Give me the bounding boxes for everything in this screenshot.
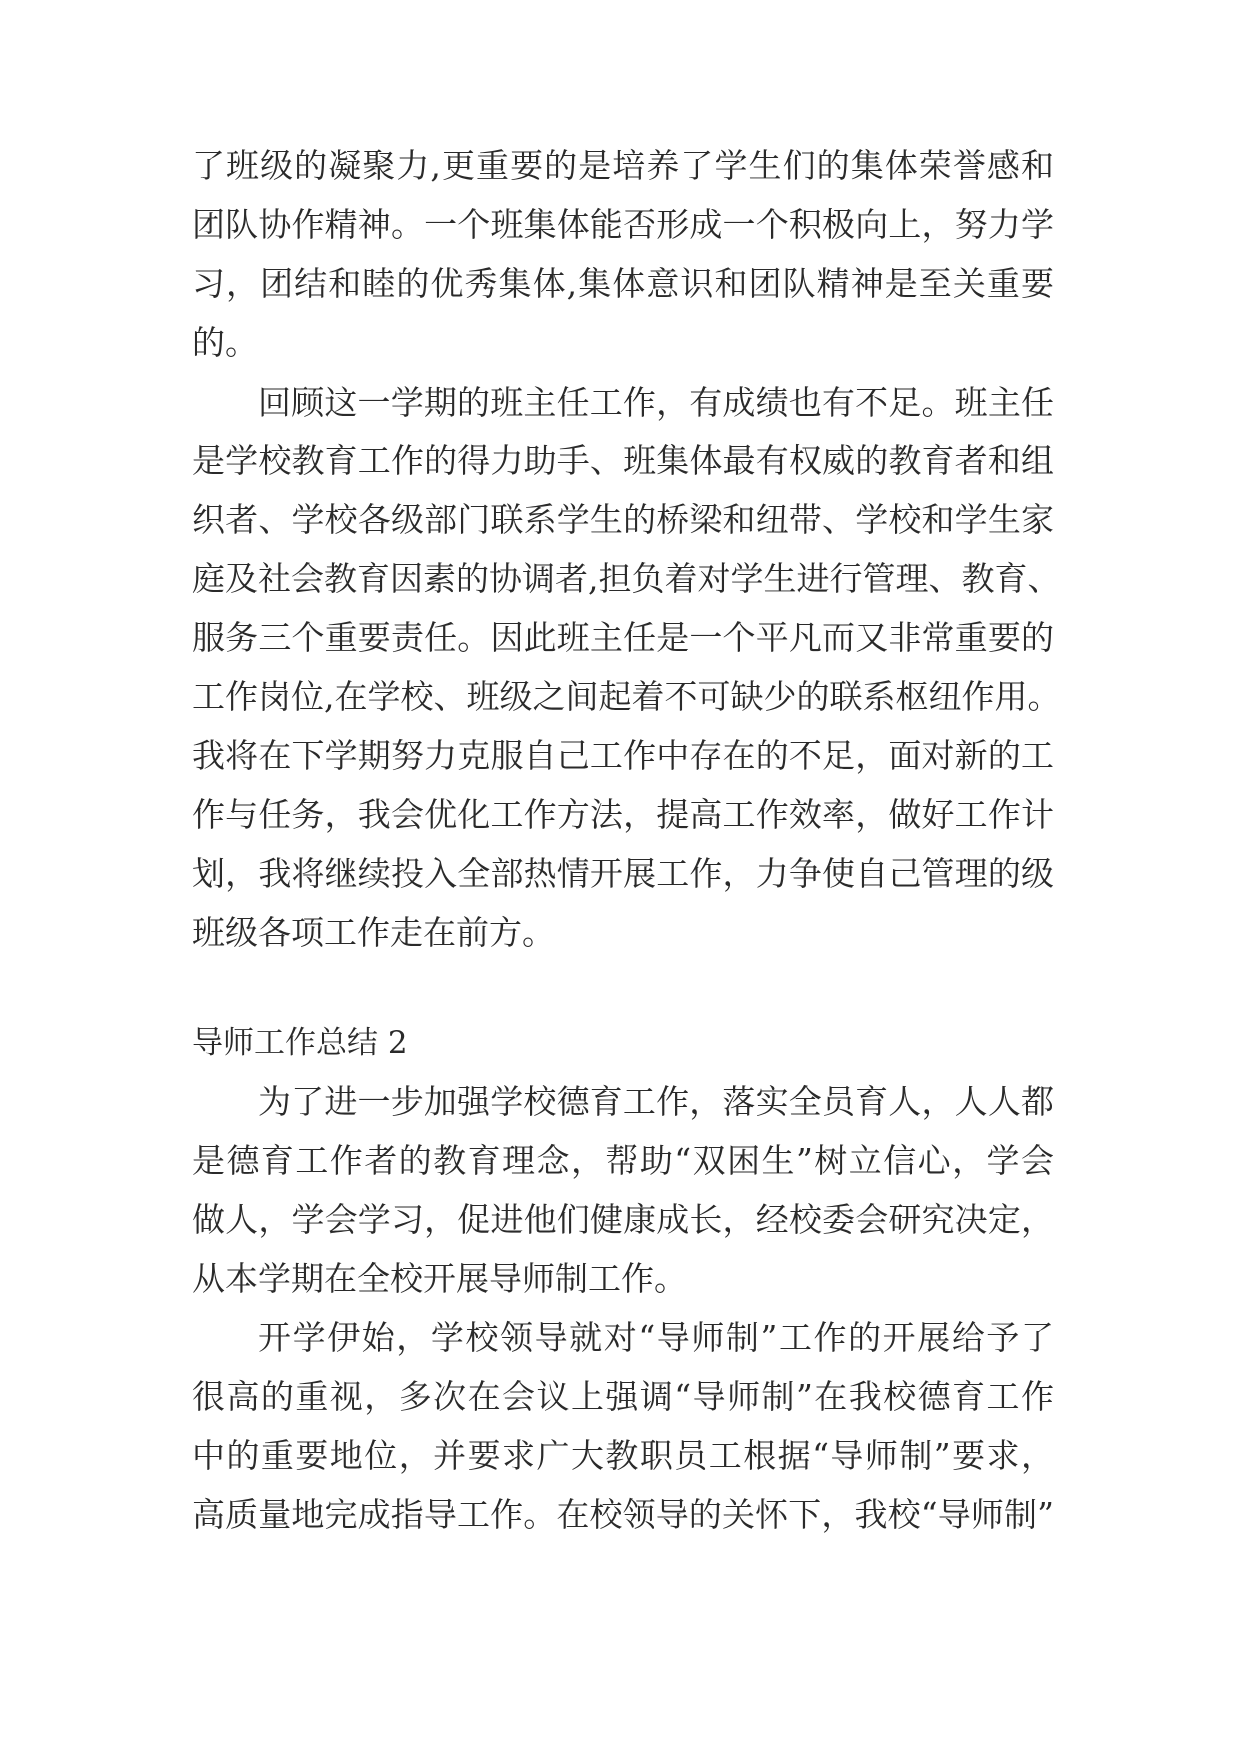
text-line: 服务三个重要责任。因此班主任是一个平凡而又非常重要的	[192, 618, 1054, 657]
text-line: 庭及社会教育因素的协调者,担负着对学生进行管理、教育、	[192, 559, 1061, 598]
text-line: 团队协作精神。一个班集体能否形成一个积极向上，努力学	[192, 205, 1054, 244]
text-line: 习，团结和睦的优秀集体,集体意识和团队精神是至关重要	[192, 264, 1054, 303]
text-line: 为了进一步加强学校德育工作，落实全员育人，人人都	[258, 1082, 1054, 1121]
text-line: 开学伊始，学校领导就对“导师制”工作的开展给予了	[258, 1318, 1054, 1357]
text-line: 回顾这一学期的班主任工作，有成绩也有不足。班主任	[258, 383, 1054, 422]
text-line: 高质量地完成指导工作。在校领导的关怀下，我校“导师制”	[192, 1495, 1054, 1534]
text-line: 的。	[192, 323, 258, 362]
text-line: 从本学期在全校开展导师制工作。	[192, 1259, 687, 1298]
text-line: 班级各项工作走在前方。	[192, 913, 555, 952]
text-line: 做人，学会学习，促进他们健康成长，经校委会研究决定，	[192, 1200, 1054, 1239]
text-line: 织者、学校各级部门联系学生的桥梁和纽带、学校和学生家	[192, 500, 1054, 539]
text-line: 了班级的凝聚力,更重要的是培养了学生们的集体荣誉感和	[192, 146, 1054, 185]
text-line: 是德育工作者的教育理念，帮助“双困生”树立信心，学会	[192, 1141, 1054, 1180]
text-line: 作与任务，我会优化工作方法，提高工作效率，做好工作计	[192, 795, 1054, 834]
text-line: 中的重要地位，并要求广大教职员工根据“导师制”要求，	[192, 1436, 1054, 1475]
text-line: 是学校教育工作的得力助手、班集体最有权威的教育者和组	[192, 441, 1054, 480]
text-line: 我将在下学期努力克服自己工作中存在的不足，面对新的工	[192, 736, 1054, 775]
text-line: 很高的重视，多次在会议上强调“导师制”在我校德育工作	[192, 1377, 1054, 1416]
section-title: 导师工作总结 2	[192, 1025, 408, 1061]
text-line: 工作岗位,在学校、班级之间起着不可缺少的联系枢纽作用。	[192, 677, 1061, 716]
text-line: 划，我将继续投入全部热情开展工作，力争使自己管理的级	[192, 854, 1054, 893]
